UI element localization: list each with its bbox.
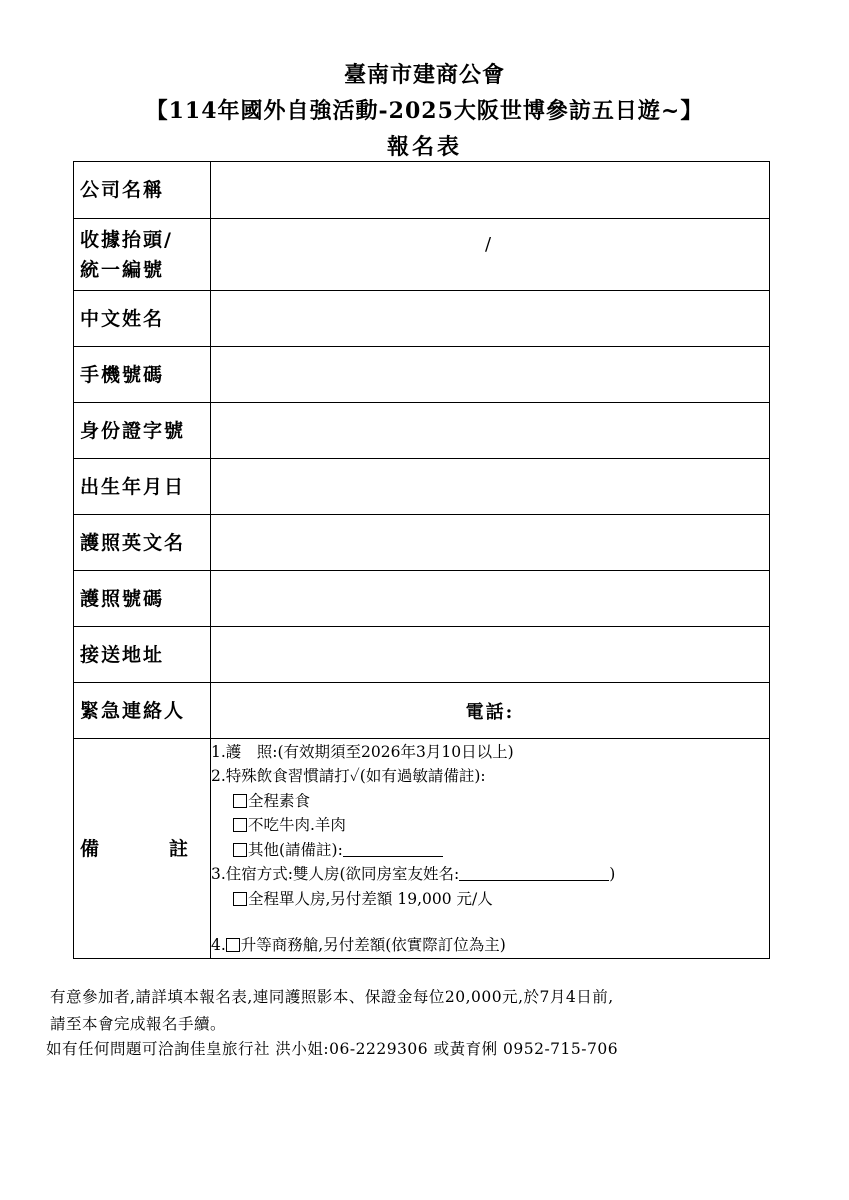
mobile-field[interactable] <box>211 347 770 403</box>
row-birthday <box>74 459 770 515</box>
row-chinese-name <box>74 291 770 347</box>
single-room-label: 全程單人房,另付差額 19,000 元/人 <box>248 889 493 908</box>
event-title: 【114年國外自強活動-2025大阪世博參訪五日遊~】 <box>145 98 704 124</box>
footer-instructions-line2: 請至本會完成報名手續。 <box>50 1015 227 1033</box>
receipt-slash: / <box>484 234 492 255</box>
chinese-name-label: 中文姓名 <box>74 291 211 347</box>
row-passport-name <box>74 515 770 571</box>
notes-label-left: 備 <box>80 837 102 860</box>
passport-name-field[interactable] <box>211 515 770 571</box>
diet-option-other[interactable] <box>211 838 769 863</box>
pickup-address-field[interactable] <box>211 627 770 683</box>
roommate-name-blank[interactable] <box>459 866 609 881</box>
mobile-label: 手機號碼 <box>74 347 211 403</box>
row-pickup-address <box>74 627 770 683</box>
note-passport-validity: 1.護 照:(有效期須至2026年3月10日以上) <box>211 742 514 761</box>
diet-option-vegetarian[interactable] <box>211 789 769 814</box>
spacer <box>211 911 769 933</box>
single-room-checkbox[interactable] <box>233 892 247 906</box>
passport-number-label: 護照號碼 <box>74 571 211 627</box>
business-class-number: 4. <box>211 936 226 954</box>
receipt-field[interactable] <box>211 219 770 291</box>
receipt-label <box>74 219 211 291</box>
vegetarian-label: 全程素食 <box>248 791 311 810</box>
emergency-contact-label: 緊急連絡人 <box>74 683 211 739</box>
row-receipt <box>74 219 770 291</box>
notes-label-right: 註 <box>168 837 190 860</box>
vegetarian-checkbox[interactable] <box>233 794 247 808</box>
notes-content <box>211 739 770 959</box>
row-emergency-contact <box>74 683 770 739</box>
notes-label <box>74 739 211 959</box>
birthday-label: 出生年月日 <box>74 459 211 515</box>
other-diet-blank[interactable] <box>343 842 443 857</box>
form-title: 報名表 <box>386 134 462 160</box>
receipt-label-line2: 統一編號 <box>80 258 165 281</box>
emergency-phone-label: 電話: <box>465 701 515 723</box>
accommodation-suffix: ) <box>609 865 616 883</box>
row-id-number <box>74 403 770 459</box>
row-notes <box>74 739 770 959</box>
business-class-checkbox[interactable] <box>226 938 240 952</box>
pickup-address-label: 接送地址 <box>74 627 211 683</box>
emergency-contact-field[interactable] <box>211 683 770 739</box>
company-label: 公司名稱 <box>74 162 211 219</box>
receipt-label-line1: 收據抬頭/ <box>80 228 173 251</box>
row-mobile <box>74 347 770 403</box>
company-field[interactable] <box>211 162 770 219</box>
passport-name-label: 護照英文名 <box>74 515 211 571</box>
id-number-field[interactable] <box>211 403 770 459</box>
registration-form-table <box>73 161 770 959</box>
other-diet-checkbox[interactable] <box>233 843 247 857</box>
org-title: 臺南市建商公會 <box>343 62 505 88</box>
no-beef-lamb-checkbox[interactable] <box>233 818 247 832</box>
note-diet-heading: 2.特殊飲食習慣請打✓(如有過敏請備註): <box>211 767 486 785</box>
birthday-field[interactable] <box>211 459 770 515</box>
id-number-label: 身份證字號 <box>74 403 211 459</box>
no-beef-lamb-label: 不吃牛肉.羊肉 <box>248 816 346 834</box>
diet-option-no-beef-lamb[interactable] <box>211 813 769 838</box>
chinese-name-field[interactable] <box>211 291 770 347</box>
business-class-label: 升等商務艙,另付差額(依實際訂位為主) <box>240 936 506 954</box>
passport-number-field[interactable] <box>211 571 770 627</box>
note-accommodation <box>211 862 769 887</box>
footer-contact: 如有任何問題可洽詢佳皇旅行社 洪小姐:06-2229306 或黃育俐 0952-715-706 <box>46 1040 619 1058</box>
single-room-option[interactable] <box>211 887 769 912</box>
business-class-option[interactable] <box>211 933 769 958</box>
row-passport-number <box>74 571 770 627</box>
footer-instructions-line1: 有意參加者,請詳填本報名表,連同護照影本、保證金每位20,000元,於7月4日前, <box>50 988 614 1006</box>
row-company <box>74 162 770 219</box>
accommodation-label: 3.住宿方式:雙人房(欲同房室友姓名: <box>211 865 460 883</box>
other-diet-label: 其他(請備註): <box>248 840 343 859</box>
